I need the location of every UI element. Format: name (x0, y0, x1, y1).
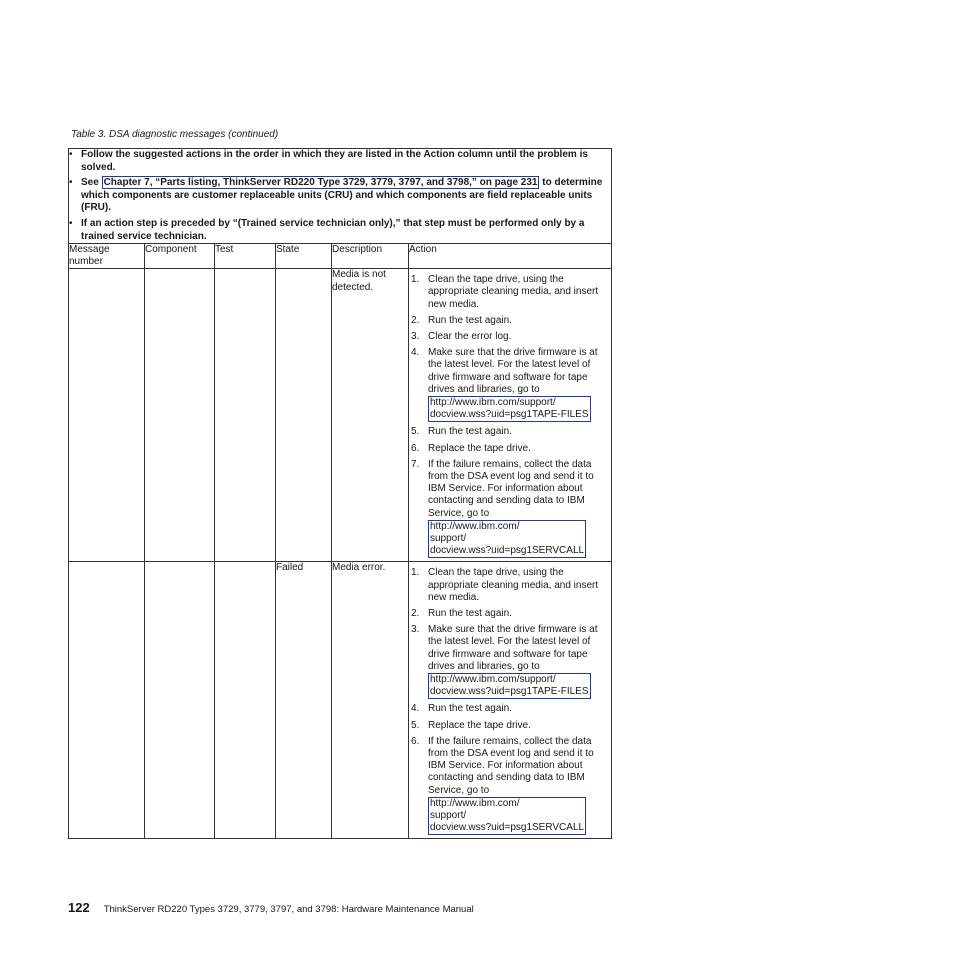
action-step: 2. Run the test again. (411, 608, 512, 620)
note-item (69, 218, 611, 243)
chapter-7-link[interactable]: Chapter 7, “Parts listing, ThinkServer RD220 Type 3729, 3779, 3797, and 3798,” on page 231 (103, 177, 538, 189)
state-cell: Failed (276, 562, 332, 839)
action-step: 1. Clean the tape drive, using the appropriate cleaning media, and insert new media. (411, 274, 599, 310)
note-item (69, 177, 611, 215)
action-list (409, 562, 611, 838)
note-text: If an action step is preceded by “(Trained service technician only),” that step must be performed only by a trained service technician. (81, 217, 585, 242)
bullet-icon: • (69, 217, 73, 229)
action-step: 6. If the failure remains, collect the data from the DSA event log and send it to IBM Service. For information about contacting and sending data to IBM Service, go to http://www.ibm.com/ support/ docview.wss?uid=psg1SERVCALL (411, 736, 609, 836)
header-message-number: Message number (69, 244, 145, 269)
note-text: Follow the suggested actions in the order in which they are listed in the Action column until the problem is solved. (81, 149, 588, 173)
header-test: Test (215, 244, 276, 269)
manual-title: ThinkServer RD220 Types 3729, 3779, 3797, and 3798: Hardware Maintenance Manual (103, 904, 474, 915)
state-cell (276, 269, 332, 562)
component-cell (145, 269, 215, 562)
servcall-link[interactable]: http://www.ibm.com/ support/ docview.wss?uid=psg1SERVCALL (428, 520, 586, 559)
action-step: 3. Make sure that the drive firmware is at the latest level. For the latest level of drive firmware and software for tape drives and libraries, go to http://www.ibm.com/support/ docview.wss?uid=psg1TAPE-FILES (411, 624, 609, 699)
action-cell (409, 562, 612, 839)
action-list (409, 269, 611, 561)
description-cell: Media is not detected. (332, 269, 409, 562)
action-step: 3. Clear the error log. (411, 330, 512, 342)
action-step: 1. Clean the tape drive, using the appropriate cleaning media, and insert new media. (411, 567, 599, 603)
action-step: 4. Run the test again. (411, 703, 512, 715)
action-cell (409, 269, 612, 562)
notes-row (69, 149, 612, 244)
test-cell (215, 562, 276, 839)
component-cell (145, 562, 215, 839)
tape-files-link[interactable]: http://www.ibm.com/support/ docview.wss?uid=psg1TAPE-FILES (428, 396, 591, 422)
notes-cell (69, 149, 612, 244)
header-component: Component (145, 244, 215, 269)
note-text (81, 177, 611, 215)
header-row (69, 244, 612, 269)
message-number-cell (69, 562, 145, 839)
table-row (69, 562, 612, 839)
bullet-icon: • (69, 149, 73, 160)
header-state: State (276, 244, 332, 269)
description-cell: Media error. (332, 562, 409, 839)
action-step: 4. Make sure that the drive firmware is at the latest level. For the latest level of drive firmware and software for tape drives and libraries, go to http://www.ibm.com/support/ docview.wss?uid=psg1TAPE-FILES (411, 347, 609, 422)
action-step: 5. Replace the tape drive. (411, 719, 531, 731)
action-step: 7. If the failure remains, collect the data from the DSA event log and send it to IBM Service. For information about contacting and sending data to IBM Service, go to http://www.ibm.com/ support/ docview.wss?uid=psg1SERVCALL (411, 459, 609, 559)
page-number: 122 (68, 900, 90, 915)
note-prefix: See (81, 177, 102, 189)
note-suffix: to determine which components are customer replaceable units (CRU) and which components are field replaceable units (FRU). (81, 177, 603, 214)
page-footer (68, 900, 474, 915)
table-row (69, 269, 612, 562)
servcall-link[interactable]: http://www.ibm.com/ support/ docview.wss?uid=psg1SERVCALL (428, 797, 586, 836)
action-step: 5. Run the test again. (411, 426, 512, 438)
table-caption: Table 3. DSA diagnostic messages (continued) (71, 129, 279, 140)
action-step: 6. Replace the tape drive. (411, 442, 531, 454)
dsa-messages-table (68, 148, 612, 839)
header-description: Description (332, 244, 409, 269)
bullet-icon: • (69, 177, 73, 189)
action-step: 2. Run the test again. (411, 314, 512, 326)
test-cell (215, 269, 276, 562)
note-item (69, 149, 611, 174)
tape-files-link[interactable]: http://www.ibm.com/support/ docview.wss?uid=psg1TAPE-FILES (428, 673, 591, 699)
message-number-cell (69, 269, 145, 562)
header-action: Action (409, 244, 612, 269)
